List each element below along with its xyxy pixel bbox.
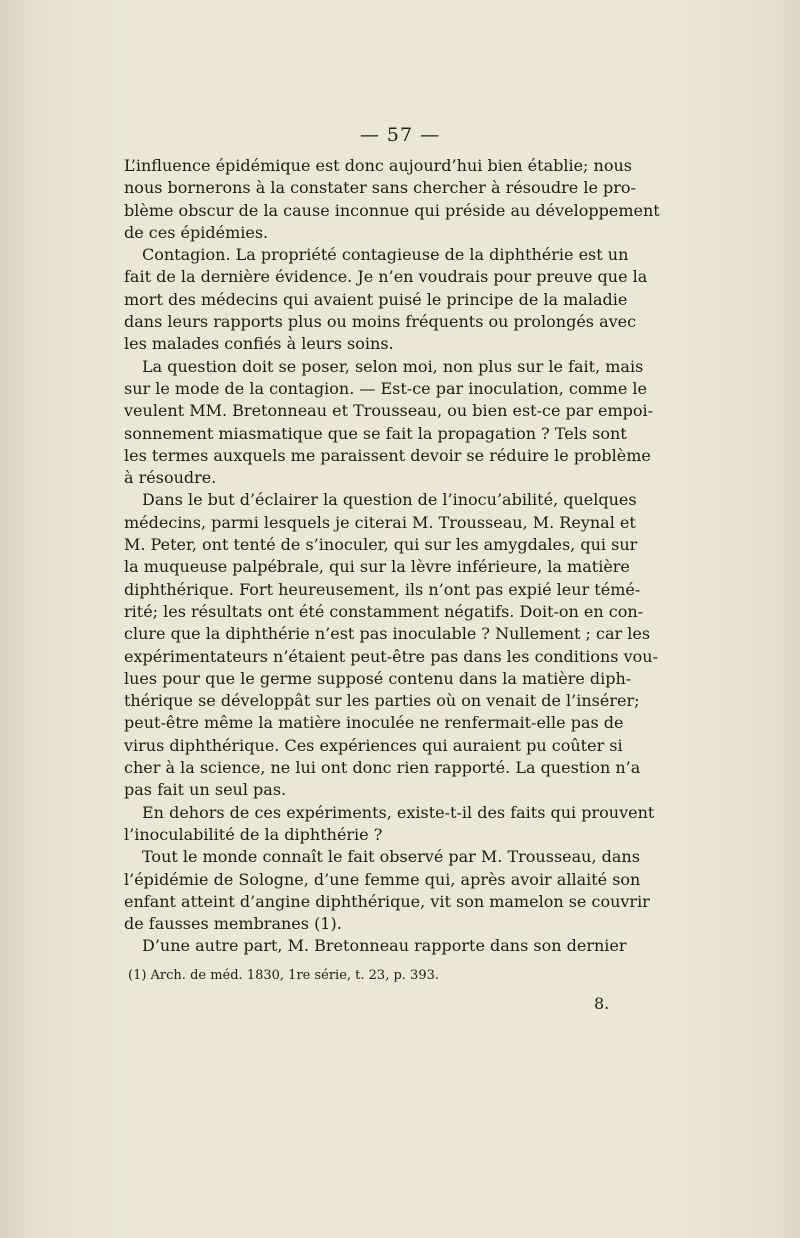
text-line: l’inoculabilité de la diphthérie ? xyxy=(124,824,383,844)
text-line: sur le mode de la contagion. — Est-ce par inoculation, comme le xyxy=(124,378,647,398)
text-line: pas fait un seul pas. xyxy=(124,780,287,800)
text-line: virus diphthérique. Ces expériences qui auraient pu coûter si xyxy=(124,735,623,755)
text-line: thérique se développât sur les parties où on venait de l’insérer; xyxy=(124,691,640,711)
text-line: à résoudre. xyxy=(124,468,217,488)
text-line: D’une autre part, M. Bretonneau rapporte dans son dernier xyxy=(142,936,627,956)
text-line: mort des médecins qui avaient puisé le principe de la maladie xyxy=(124,289,628,309)
text-line: de fausses membranes (1). xyxy=(124,914,342,934)
text-line: peut-être même la matière inoculée ne renfermait-elle pas de xyxy=(124,713,624,733)
text-line: dans leurs rapports plus ou moins fréquents ou prolongés avec xyxy=(124,312,637,332)
signature-mark: 8. xyxy=(594,994,610,1013)
text-line: la muqueuse palpébrale, qui sur la lèvre inférieure, la matière xyxy=(124,557,630,577)
text-line: les termes auxquels me paraissent devoir se réduire le problème xyxy=(124,445,651,465)
text-line: les malades confiés à leurs soins. xyxy=(124,334,394,354)
text-line: M. Peter, ont tenté de s’inoculer, qui sur les amygdales, qui sur xyxy=(124,535,638,555)
text-line: La question doit se poser, selon moi, non plus sur le fait, mais xyxy=(142,356,644,376)
text-line: veulent MM. Bretonneau et Trousseau, ou bien est-ce par empoi- xyxy=(124,401,654,421)
text-line: Dans le but d’éclairer la question de l’inocu’abilité, quelques xyxy=(142,490,637,510)
text-line: médecins, parmi lesquels je citerai M. Trousseau, M. Reynal et xyxy=(124,512,636,532)
text-line: l’épidémie de Sologne, d’une femme qui, après avoir allaité son xyxy=(124,869,641,889)
text-line: de ces épidémies. xyxy=(124,222,269,242)
text-line: diphthérique. Fort heureusement, ils n’ont pas expié leur témé- xyxy=(124,579,641,599)
text-line: Tout le monde connaît le fait observé par M. Trousseau, dans xyxy=(142,847,640,867)
text-line: L’influence épidémique est donc aujourd’hui bien établie; nous xyxy=(124,156,632,175)
text-line: Contagion. La propriété contagieuse de la diphthérie est un xyxy=(142,245,629,265)
text-line: rité; les résultats ont été constamment négatifs. Doit-on en con- xyxy=(124,601,644,621)
text-line: enfant atteint d’angine diphthérique, vit son mamelon se couvrir xyxy=(124,891,650,911)
text-line: clure que la diphthérie n’est pas inoculable ? Nullement ; car les xyxy=(124,624,651,644)
body-text xyxy=(124,155,660,958)
text-line: fait de la dernière évidence. Je n’en voudrais pour preuve que la xyxy=(124,267,648,287)
text-line: expérimentateurs n’étaient peut-être pas dans les conditions vou- xyxy=(124,646,658,666)
text-line: cher à la science, ne lui ont donc rien rapporté. La question n’a xyxy=(124,758,641,778)
text-line: En dehors de ces expériments, existe-t-il des faits qui prouvent xyxy=(142,802,655,822)
text-line: sonnement miasmatique que se fait la propagation ? Tels sont xyxy=(124,423,627,443)
text-line: blème obscur de la cause inconnue qui préside au développement xyxy=(124,200,660,220)
footnote: (1) Arch. de méd. 1830, 1re série, t. 23, p. 393. xyxy=(128,968,440,983)
text-line: lues pour que le germe supposé contenu dans la matière diph- xyxy=(124,668,632,688)
text-line: nous bornerons à la constater sans chercher à résoudre le pro- xyxy=(124,178,636,198)
page-number: — 57 — xyxy=(359,124,441,146)
